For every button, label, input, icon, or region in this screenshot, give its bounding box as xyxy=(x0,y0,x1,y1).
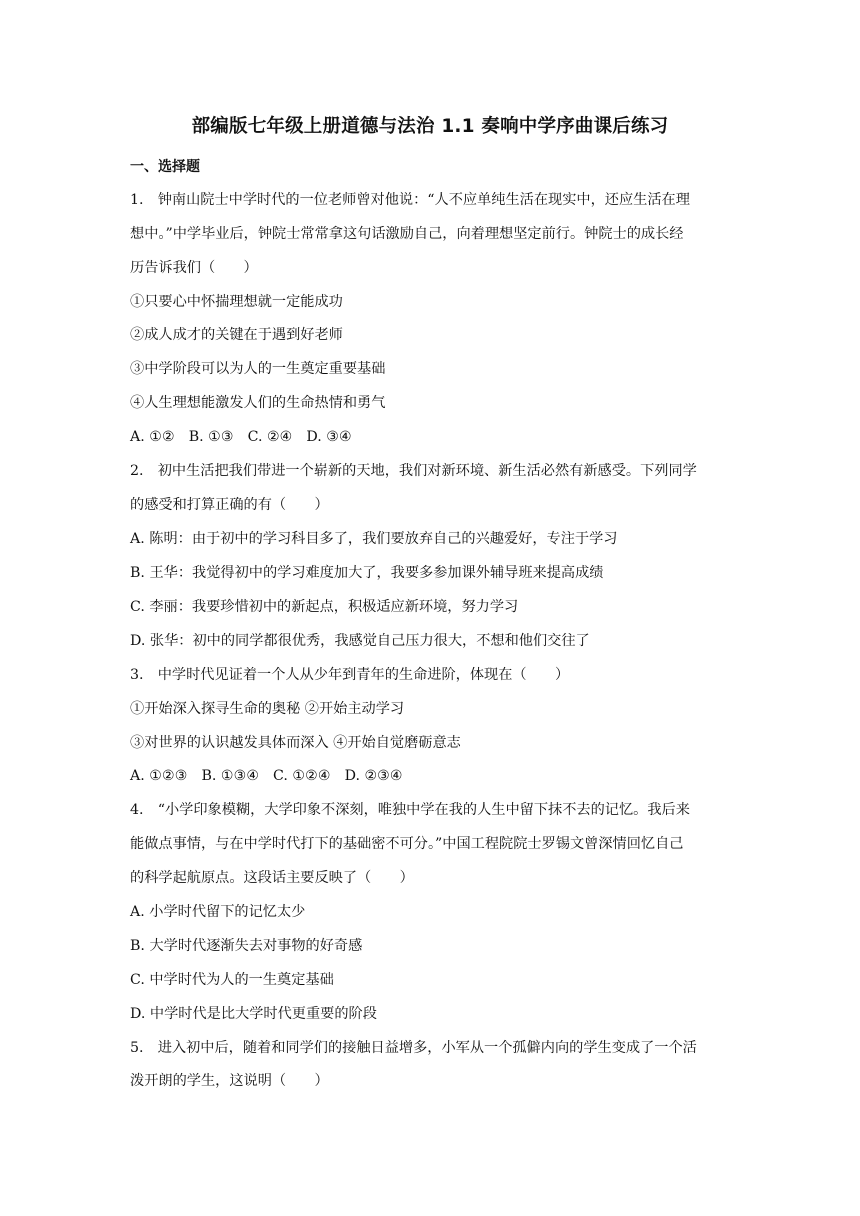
question-1-option-a[interactable]: A. ①② xyxy=(130,429,175,445)
question-1-option-b[interactable]: B. ①③ xyxy=(188,429,234,445)
page-title: 部编版七年级上册道德与法治 1.1 奏响中学序曲课后练习 xyxy=(191,116,669,137)
question-3-option-d[interactable]: D. ②③④ xyxy=(344,768,403,784)
question-1-option-d[interactable]: D. ③④ xyxy=(306,429,352,445)
question-1-stem-line-3: 历告诉我们（ ） xyxy=(130,260,258,276)
question-4-stem-line-1: 4. “小学印象模糊，大学印象不深刻，唯独中学在我的人生中留下抹不去的记忆。我后来 xyxy=(130,802,690,818)
question-3-options xyxy=(130,766,417,786)
question-1-statement-4: ④人生理想能激发人们的生命热情和勇气 xyxy=(130,395,386,411)
question-3-option-c[interactable]: C. ①②④ xyxy=(273,768,331,784)
question-2-option-b[interactable]: B. 王华：我觉得初中的学习难度加大了，我要多参加课外辅导班来提高成绩 xyxy=(130,565,604,581)
question-2-option-d[interactable]: D. 张华：初中的同学都很优秀，我感觉自己压力很大，不想和他们交往了 xyxy=(130,633,590,649)
question-3-statements-3-4: ③对世界的认识越发具体而深入 ④开始自觉磨砺意志 xyxy=(130,735,461,751)
question-3-option-b[interactable]: B. ①③④ xyxy=(201,768,260,784)
question-2-option-c[interactable]: C. 李丽：我要珍惜初中的新起点，积极适应新环境，努力学习 xyxy=(130,599,519,615)
question-4-option-c[interactable]: C. 中学时代为人的一生奠定基础 xyxy=(130,972,334,988)
question-3-statements-1-2: ①开始深入探寻生命的奥秘 ②开始主动学习 xyxy=(130,701,405,717)
question-4-option-b[interactable]: B. 大学时代逐渐失去对事物的好奇感 xyxy=(130,938,363,954)
question-1-stem-line-1: 1. 钟南山院士中学时代的一位老师曾对他说：“人不应单纯生活在现实中，还应生活在理 xyxy=(130,192,690,208)
question-1-statement-1: ①只要心中怀揣理想就一定能成功 xyxy=(130,294,343,310)
question-5-stem-line-1: 5. 进入初中后，随着和同学们的接触日益增多，小军从一个孤僻内向的学生变成了一个活 xyxy=(130,1040,697,1056)
question-4-option-d[interactable]: D. 中学时代是比大学时代更重要的阶段 xyxy=(130,1006,377,1022)
question-1-statement-2: ②成人成才的关键在于遇到好老师 xyxy=(130,327,343,343)
question-1-statement-3: ③中学阶段可以为人的一生奠定重要基础 xyxy=(130,361,386,377)
question-1-stem-line-2: 想中。”中学毕业后，钟院士常常拿这句话激励自己，向着理想坚定前行。钟院士的成长经 xyxy=(130,226,684,242)
question-3-stem: 3. 中学时代见证着一个人从少年到青年的生命进阶，体现在（ ） xyxy=(130,667,570,683)
question-3-option-a[interactable]: A. ①②③ xyxy=(130,768,188,784)
question-2-stem-line-1: 2. 初中生活把我们带进一个崭新的天地，我们对新环境、新生活必然有新感受。下列同学 xyxy=(130,463,697,479)
question-4-stem-line-2: 能做点事情，与在中学时代打下的基础密不可分。”中国工程院院士罗锡文曾深情回忆自己 xyxy=(130,836,684,852)
section-heading: 一、选择题 xyxy=(130,159,200,175)
question-4-option-a[interactable]: A. 小学时代留下的记忆太少 xyxy=(130,904,306,920)
question-1-option-c[interactable]: C. ②④ xyxy=(247,429,293,445)
question-2-stem-line-2: 的感受和打算正确的有（ ） xyxy=(130,497,329,513)
question-4-stem-line-3: 的科学起航原点。这段话主要反映了（ ） xyxy=(130,870,414,886)
question-1-options xyxy=(130,427,366,447)
question-5-stem-line-2: 泼开朗的学生，这说明（ ） xyxy=(130,1073,329,1089)
question-2-option-a[interactable]: A. 陈明：由于初中的学习科目多了，我们要放弃自己的兴趣爱好，专注于学习 xyxy=(130,531,618,547)
